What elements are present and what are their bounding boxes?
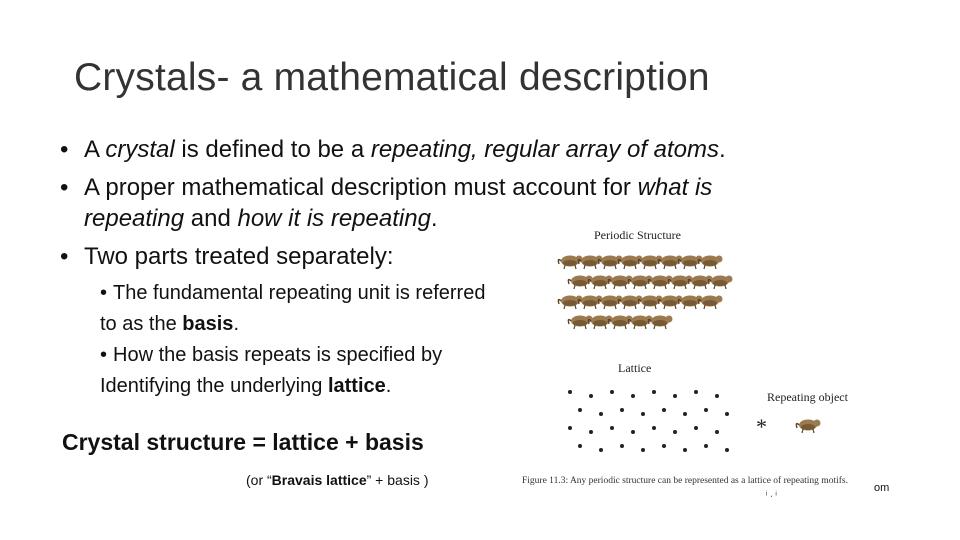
partial-text: om (874, 482, 890, 494)
repeating-object-figure (792, 414, 832, 438)
note-bold: Bravais lattice (271, 472, 367, 488)
lattice-point (673, 430, 677, 434)
lattice-point (652, 426, 656, 430)
lattice-point (652, 390, 656, 394)
bullet-text: . (430, 205, 438, 232)
lattice-point (610, 426, 614, 430)
lattice-point (673, 394, 677, 398)
lattice-point (694, 426, 698, 430)
lattice-point (683, 412, 687, 416)
sub-bullet-text: The fundamental repeating unit is referred to as the (100, 282, 486, 335)
periodic-structure-label: Periodic Structure (594, 228, 681, 242)
lattice-point (599, 412, 603, 416)
lattice-point (631, 430, 635, 434)
bravais-note (246, 472, 428, 488)
lattice-point (631, 394, 635, 398)
sub-bullet-lattice (100, 340, 500, 402)
sub-bullet-basis (100, 278, 500, 340)
lattice-point (662, 444, 666, 448)
lattice-point (599, 448, 603, 452)
lattice-point (568, 390, 572, 394)
sub-bullet-text: . (233, 313, 239, 335)
lattice-point (725, 412, 729, 416)
bullet-text: and (184, 205, 238, 232)
note-text: (or “ (246, 472, 272, 488)
sub-bullet-bold: basis (182, 313, 234, 335)
repeating-object-label: Repeating object (767, 390, 848, 404)
lattice-point (620, 444, 624, 448)
lattice-point (694, 390, 698, 394)
bullet-emphasis: how it is repeating (237, 205, 431, 232)
lattice-point (620, 408, 624, 412)
bullet-emphasis: repeating, regular array of atoms (370, 136, 720, 163)
slide-title: Crystals- a mathematical description (74, 56, 710, 99)
periodic-structure-figure (550, 248, 750, 338)
lattice-point (704, 408, 708, 412)
lattice-point (641, 448, 645, 452)
lattice-point (568, 426, 572, 430)
bullet-text: . (719, 136, 726, 163)
lattice-point (704, 444, 708, 448)
caption-fragment: ᵢ ˏ ᵢ (766, 487, 777, 497)
crystal-structure-equation: Crystal structure = lattice + basis (62, 429, 424, 455)
note-text: ” + basis ) (366, 472, 429, 488)
lattice-point (589, 394, 593, 398)
lattice-point (641, 412, 645, 416)
bullet-math-description (60, 172, 800, 234)
lattice-point (715, 394, 719, 398)
lattice-label: Lattice (618, 361, 652, 375)
bullet-emphasis: what is repeating (84, 174, 713, 232)
star-marker: * (756, 414, 767, 439)
lattice-point (578, 408, 582, 412)
bullet-crystal-definition (60, 134, 800, 165)
lattice-point (610, 390, 614, 394)
bullet-dot: • (100, 282, 108, 304)
lattice-point (578, 444, 582, 448)
figure-caption: Figure 11.3: Any periodic structure can be represented as a lattice of repeating motifs. (522, 476, 848, 486)
bullet-dot: • (100, 344, 108, 366)
lattice-figure (560, 384, 730, 464)
bullet-text: Two parts treated separately: (84, 243, 394, 270)
bullet-text: A proper mathematical description must account for (84, 174, 638, 201)
bullet-text: A (84, 136, 106, 163)
sub-bullet-text: . (385, 375, 392, 397)
lattice-point (715, 430, 719, 434)
sub-bullet-text: How the basis repeats is specified by Identifying the underlying (100, 344, 443, 397)
bullet-emphasis: crystal (105, 136, 175, 163)
lattice-point (683, 448, 687, 452)
lattice-point (589, 430, 593, 434)
lattice-point (662, 408, 666, 412)
sub-bullet-bold: lattice (327, 375, 386, 397)
lattice-point (725, 448, 729, 452)
animal-motif (796, 420, 820, 434)
bullet-text: is defined to be a (174, 136, 371, 163)
